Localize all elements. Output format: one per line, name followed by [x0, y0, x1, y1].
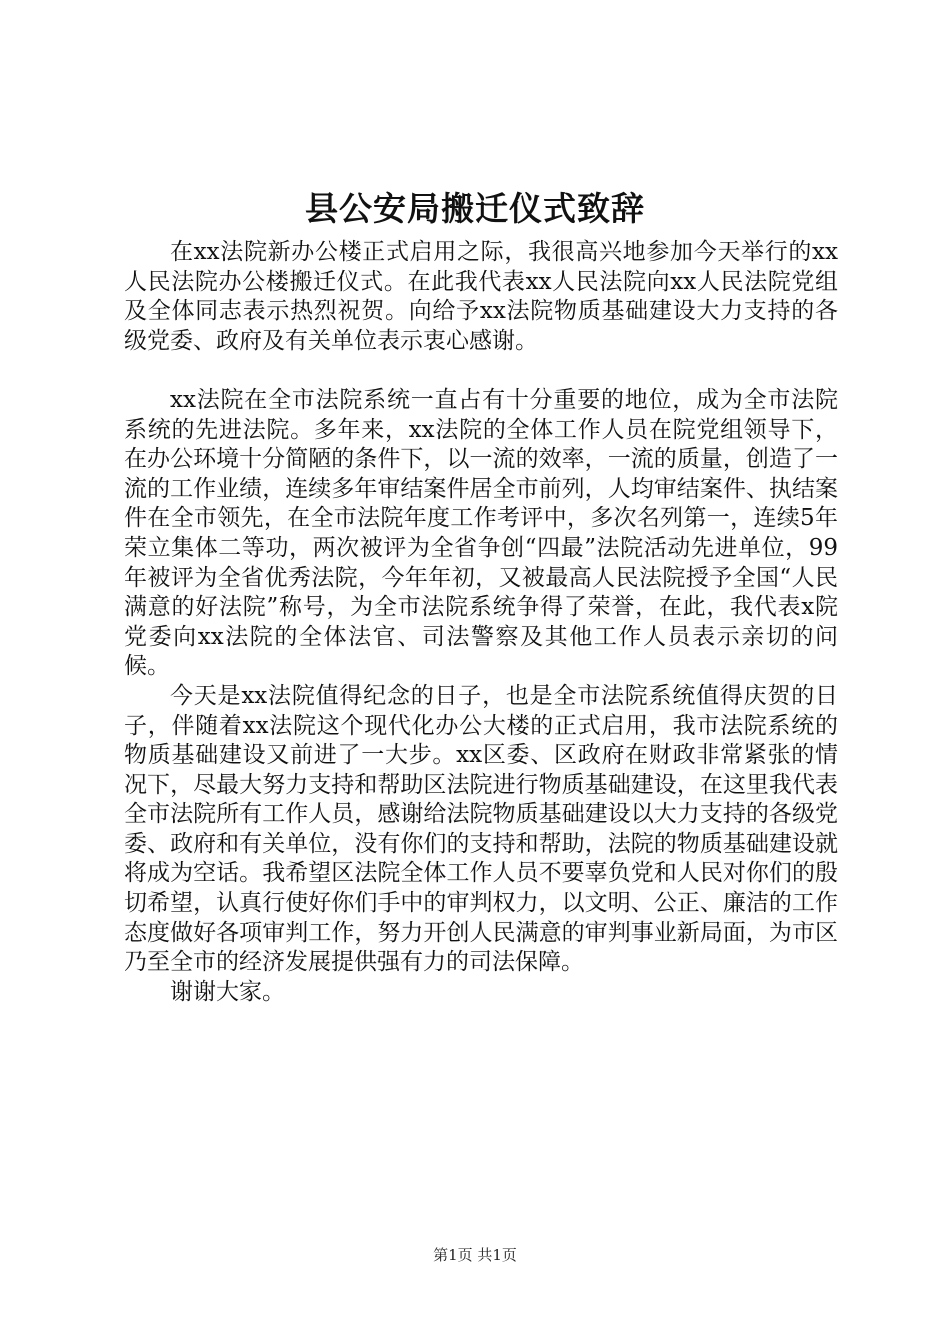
paragraph-closing: 谢谢大家。 — [170, 978, 285, 1005]
document-body — [124, 238, 838, 1007]
page-footer: 第1页 共1页 — [433, 1246, 517, 1264]
paragraph-opening: 在xx法院新办公楼正式启用之际，我很高兴地参加今天举行的xx人民法院办公楼搬迁仪式。在此我代表xx人民法院向xx人民法院党组及全体同志表示热烈祝贺。向给予xx法院物质基础建设大力支持的各级党委、政府及有关单位表示衷心感谢。 — [124, 239, 838, 354]
paragraph-gap — [124, 356, 838, 386]
document-title: 县公安局搬迁仪式致辞 — [305, 189, 645, 228]
paragraph-achievements: xx法院在全市法院系统一直占有十分重要的地位，成为全市法院系统的先进法院。多年来，xx法院的全体工作人员在院党组领导下，在办公环境十分简陋的条件下，以一流的效率，一流的质量，创造了一流的工作业绩，连续多年审结案件居全市前列，人均审结案件、执结案件在全市领先，在全市法院年度工作考评中，多次名列第一，连续5年荣立集体二等功，两次被评为全省争创“四最”法院活动先进单位，99年被评为全省优秀法院，今年年初，又被最高人民法院授予全国“人民满意的好法院”称号，为全市法院系统争得了荣誉，在此，我代表x院党委向xx法院的全体法官、司法警察及其他工作人员表示亲切的问候。 — [124, 386, 838, 680]
paragraph-gratitude: 今天是xx法院值得纪念的日子，也是全市法院系统值得庆贺的日子，伴随着xx法院这个现代化办公大楼的正式启用，我市法院系统的物质基础建设又前进了一大步。xx区委、区政府在财政非常紧张的情况下，尽最大努力支持和帮助区法院进行物质基础建设，在这里我代表全市法院所有工作人员，感谢给法院物质基础建设以大力支持的各级党委、政府和有关单位，没有你们的支持和帮助，法院的物质基础建设就将成为空话。我希望区法院全体工作人员不要辜负党和人民对你们的殷切希望，认真行使好你们手中的审判权力，以文明、公正、廉洁的工作态度做好各项审判工作，努力开创人民满意的审判事业新局面，为市区乃至全市的经济发展提供强有力的司法保障。 — [124, 682, 838, 976]
